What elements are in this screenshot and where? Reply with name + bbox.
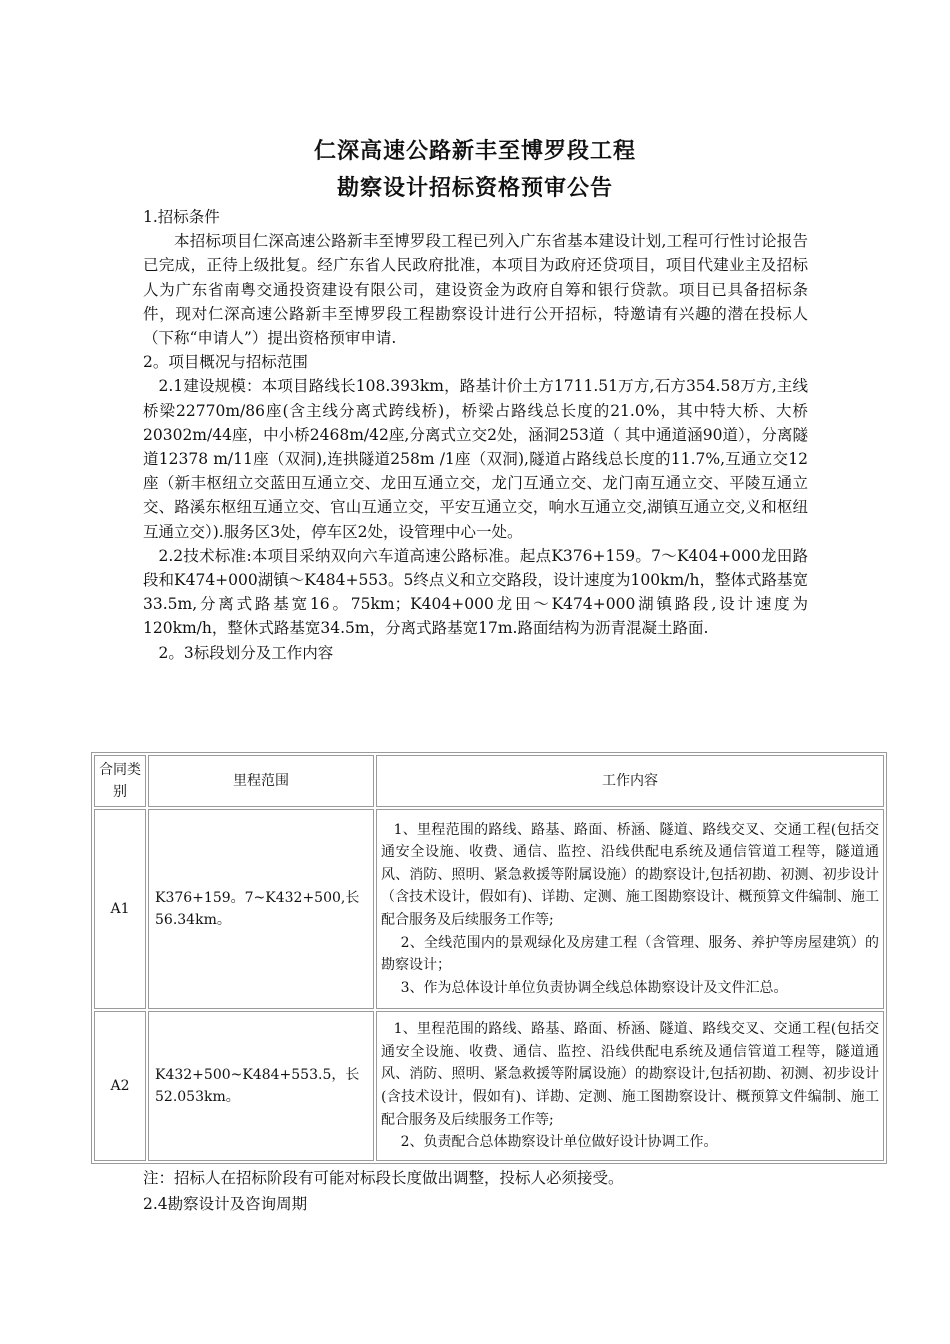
table-row [94,809,884,1009]
row-a2-range: K432+500~K484+553.5，长52.053km。 [148,1011,374,1161]
document-footer [143,1165,808,1217]
row-a1-range: K376+159。7~K432+500,长56.34km。 [148,809,374,1009]
row-a2-work [376,1011,884,1161]
header-work-content: 工作内容 [376,755,884,807]
table-header-row [94,755,884,807]
row-a1-work-item3: 3、作为总体设计单位负责协调全线总体勘察设计及文件汇总。 [400,979,788,996]
header-contract-type: 合同类别 [94,755,146,807]
document-title-line1: 仁深高速公路新丰至博罗段工程 [313,139,636,164]
section-2-1-text: 2.1建设规模：本项目路线长108.393km，路基计价土方1711.51万方,石方354.58万方,主线桥梁22770m/86座(含主线分离式跨线桥)，桥梁占路线总长度的21.0%，其中特大桥、大桥20302m/44座，中小桥2468m/42座,分离式立交2处，涵洞253道（ 其中通道涵90道），分离隧道12378 m/11座（双洞),连拱隧道258m /1座（双洞),隧道占路线总长度的11.7%,互通立交12座（新丰枢纽立交蓝田互通立交、龙田互通立交，龙门互通立交、龙门南互通立交、平陵互通立交、路溪东枢纽互通立交、官山互通立交，平安互通立交，响水互通立交,湖镇互通立交,义和枢纽互通立交）).服务区3处，停车区2处，设管理中心一处。 [143,377,808,541]
row-a1-work [376,809,884,1009]
table-row [94,1011,884,1161]
document-title-line2: 勘察设计招标资格预审公告 [336,176,613,201]
contract-table [91,752,887,1164]
section-1-text: 本招标项目仁深高速公路新丰至博罗段工程已列入广东省基本建设计划,工程可行性讨论报告已完成，正待上级批复。经广东省人民政府批准，本项目为政府还贷项目，项目代建业主及招标人为广东省南粤交通投资建设有限公司，建设资金为政府自筹和银行贷款。项目已具备招标条件，现对仁深高速公路新丰至博罗段工程勘察设计进行公开招标，特邀请有兴趣的潜在投标人（下称“申请人”）提出资格预审申请. [143,232,808,348]
header-mileage-range: 里程范围 [148,755,374,807]
section-2-3-heading: 2。3标段划分及工作内容 [158,643,334,662]
row-a2-work-item1: 1、里程范围的路线、路基、路面、桥涵、隧道、路线交叉、交通工程(包括交通安全设施、收费、通信、监控、沿线供配电系统及通信管道工程等，隧道通风、消防、照明、紧急救援等附属设施）的勘察设计,包括初勘、初测、初步设计(含技术设计，假如有)、详勘、定测、施工图勘察设计、概预算文件编制、施工配合服务及后续服务工作等; [381,1021,879,1128]
section-2-4-heading: 2.4勘察设计及咨询周期 [143,1195,308,1213]
row-a1-contract: A1 [94,809,146,1009]
row-a2-work-item2: 2、负责配合总体勘察设计单位做好设计协调工作。 [400,1134,718,1151]
table-note: 注：招标人在招标阶段有可能对标段长度做出调整，投标人必须接受。 [143,1169,624,1187]
section-2-2-text: 2.2技术标准:本项目采纳双向六车道高速公路标准。起点K376+159。7～K404+000龙田路段和K474+000湖镇～K484+553。5终点义和立交路段，设计速度为100km/h，整体式路基宽33.5m,分离式路基宽16。75km；K404+000龙田～K474+000湖镇路段,设计速度为120km/h，整休式路基宽34.5m，分离式路基宽17m.路面结构为沥青混凝土路面. [143,546,808,638]
section-1-heading: 1.招标条件 [143,208,220,226]
section-2-heading: 2。项目概况与招标范围 [143,353,308,372]
document-body [143,205,808,665]
row-a1-work-item1: 1、里程范围的路线、路基、路面、桥涵、隧道、路线交叉、交通工程(包括交通安全设施、收费、通信、监控、沿线供配电系统及通信管道工程等，隧道通风、消防、照明、紧急救援等附属设施）的勘察设计,包括初勘、初测、初步设计（含技术设计，假如有)、详勘、定测、施工图勘察设计、概预算文件编制、施工配合服务及后续服务工作等; [381,821,879,928]
row-a1-work-item2: 2、全线范围内的景观绿化及房建工程（含管理、服务、养护等房屋建筑）的勘察设计； [381,934,879,974]
row-a2-contract: A2 [94,1011,146,1161]
